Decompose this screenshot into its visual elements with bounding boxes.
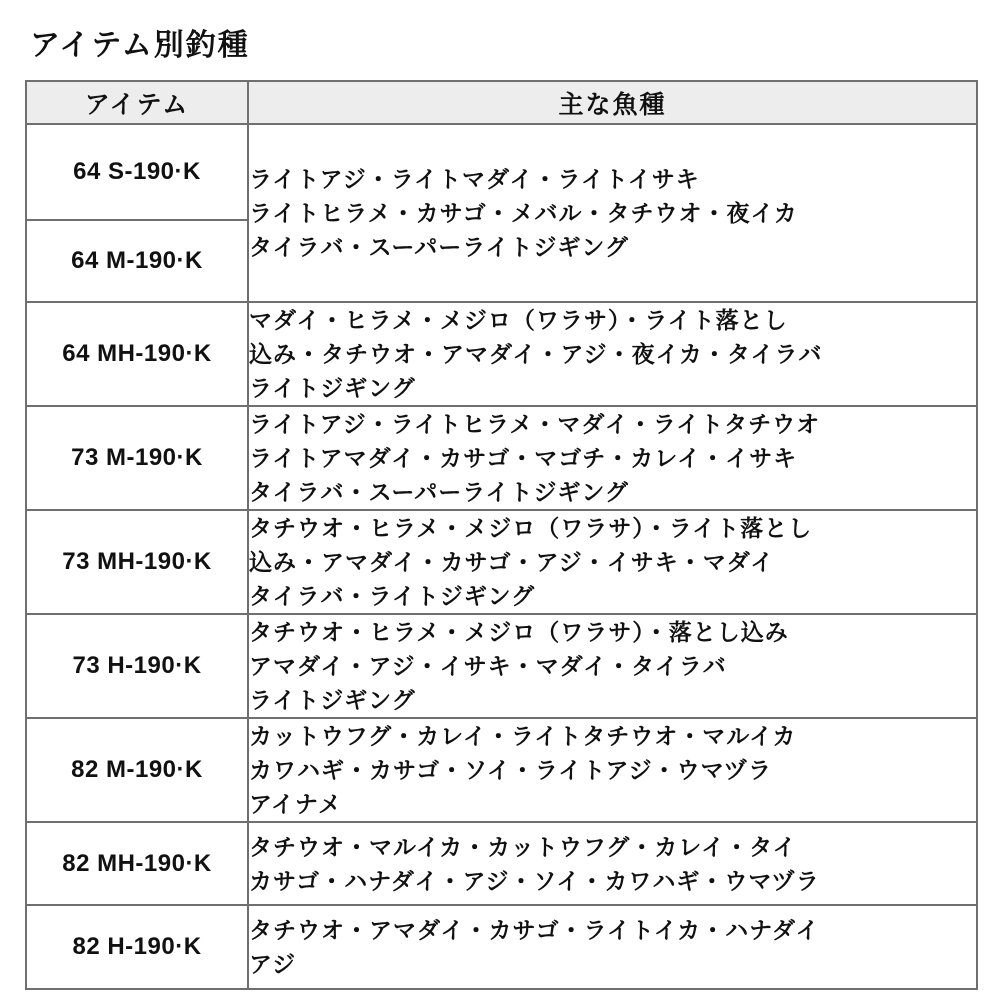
item-cell-64mh: 64 MH-190·K	[26, 302, 248, 406]
species-line: アマダイ・アジ・イサキ・マダイ・タイラバ	[249, 653, 727, 679]
species-line: ライトアマダイ・カサゴ・マゴチ・カレイ・イサキ	[249, 445, 798, 471]
table-row	[26, 905, 977, 989]
species-line: ライトジギング	[249, 687, 416, 713]
species-line: マダイ・ヒラメ・メジロ（ワラサ）・ライト落とし	[249, 307, 788, 333]
item-cell-64s: 64 S-190·K	[26, 124, 248, 220]
table-header-row	[26, 81, 977, 124]
species-line: タイラバ・スーパーライトジギング	[249, 234, 629, 260]
table-row	[26, 124, 977, 220]
table-row	[26, 302, 977, 406]
table-row	[26, 822, 977, 905]
species-line: ライトアジ・ライトヒラメ・マダイ・ライトタチウオ	[249, 411, 821, 437]
species-cell-82h	[248, 905, 977, 989]
item-cell-64m: 64 M-190·K	[26, 220, 248, 302]
species-line: タチウオ・アマダイ・カサゴ・ライトイカ・ハナダイ	[249, 917, 820, 943]
species-line: 込み・アマダイ・カサゴ・アジ・イサキ・マダイ	[249, 549, 775, 575]
species-line: カワハギ・カサゴ・ソイ・ライトアジ・ウマヅラ	[249, 757, 772, 783]
item-cell-82h: 82 H-190·K	[26, 905, 248, 989]
item-cell-73m: 73 M-190·K	[26, 406, 248, 510]
items-species-table	[25, 80, 978, 990]
table-row	[26, 510, 977, 614]
item-cell-73mh: 73 MH-190·K	[26, 510, 248, 614]
species-line: ライトアジ・ライトマダイ・ライトイサキ	[249, 166, 700, 192]
table-row	[26, 614, 977, 718]
species-cell-73mh	[248, 510, 977, 614]
header-species: 主な魚種	[248, 81, 977, 124]
header-item: アイテム	[26, 81, 248, 124]
species-cell-73m	[248, 406, 977, 510]
species-cell-64s-64m	[248, 124, 977, 302]
table-row	[26, 718, 977, 822]
species-line: タチウオ・マルイカ・カットウフグ・カレイ・タイ	[249, 833, 797, 860]
species-line: アジ	[249, 951, 297, 977]
species-line: ライトジギング	[249, 375, 416, 401]
page-title: アイテム別釣種	[30, 29, 250, 62]
item-cell-82mh: 82 MH-190·K	[26, 822, 248, 905]
species-cell-82mh	[248, 822, 977, 905]
item-cell-73h: 73 H-190·K	[26, 614, 248, 718]
species-line: カサゴ・ハナダイ・アジ・ソイ・カワハギ・ウマヅラ	[249, 867, 820, 894]
species-line: カットウフグ・カレイ・ライトタチウオ・マルイカ	[249, 723, 797, 749]
species-line: 込み・タチウオ・アマダイ・アジ・夜イカ・タイラバ	[249, 341, 823, 367]
species-line: タイラバ・スーパーライトジギング	[249, 479, 629, 505]
species-cell-64mh	[248, 302, 977, 406]
species-line: タチウオ・ヒラメ・メジロ（ワラサ）・落とし込み	[249, 619, 789, 645]
item-cell-82m: 82 M-190·K	[26, 718, 248, 822]
species-line: アイナメ	[249, 791, 343, 817]
species-line: タチウオ・ヒラメ・メジロ（ワラサ）・ライト落とし	[249, 515, 813, 541]
species-line: ライトヒラメ・カサゴ・メバル・タチウオ・夜イカ	[249, 200, 798, 226]
table-row	[26, 406, 977, 510]
species-cell-73h	[248, 614, 977, 718]
species-cell-82m	[248, 718, 977, 822]
species-line: タイラバ・ライトジギング	[249, 583, 536, 609]
